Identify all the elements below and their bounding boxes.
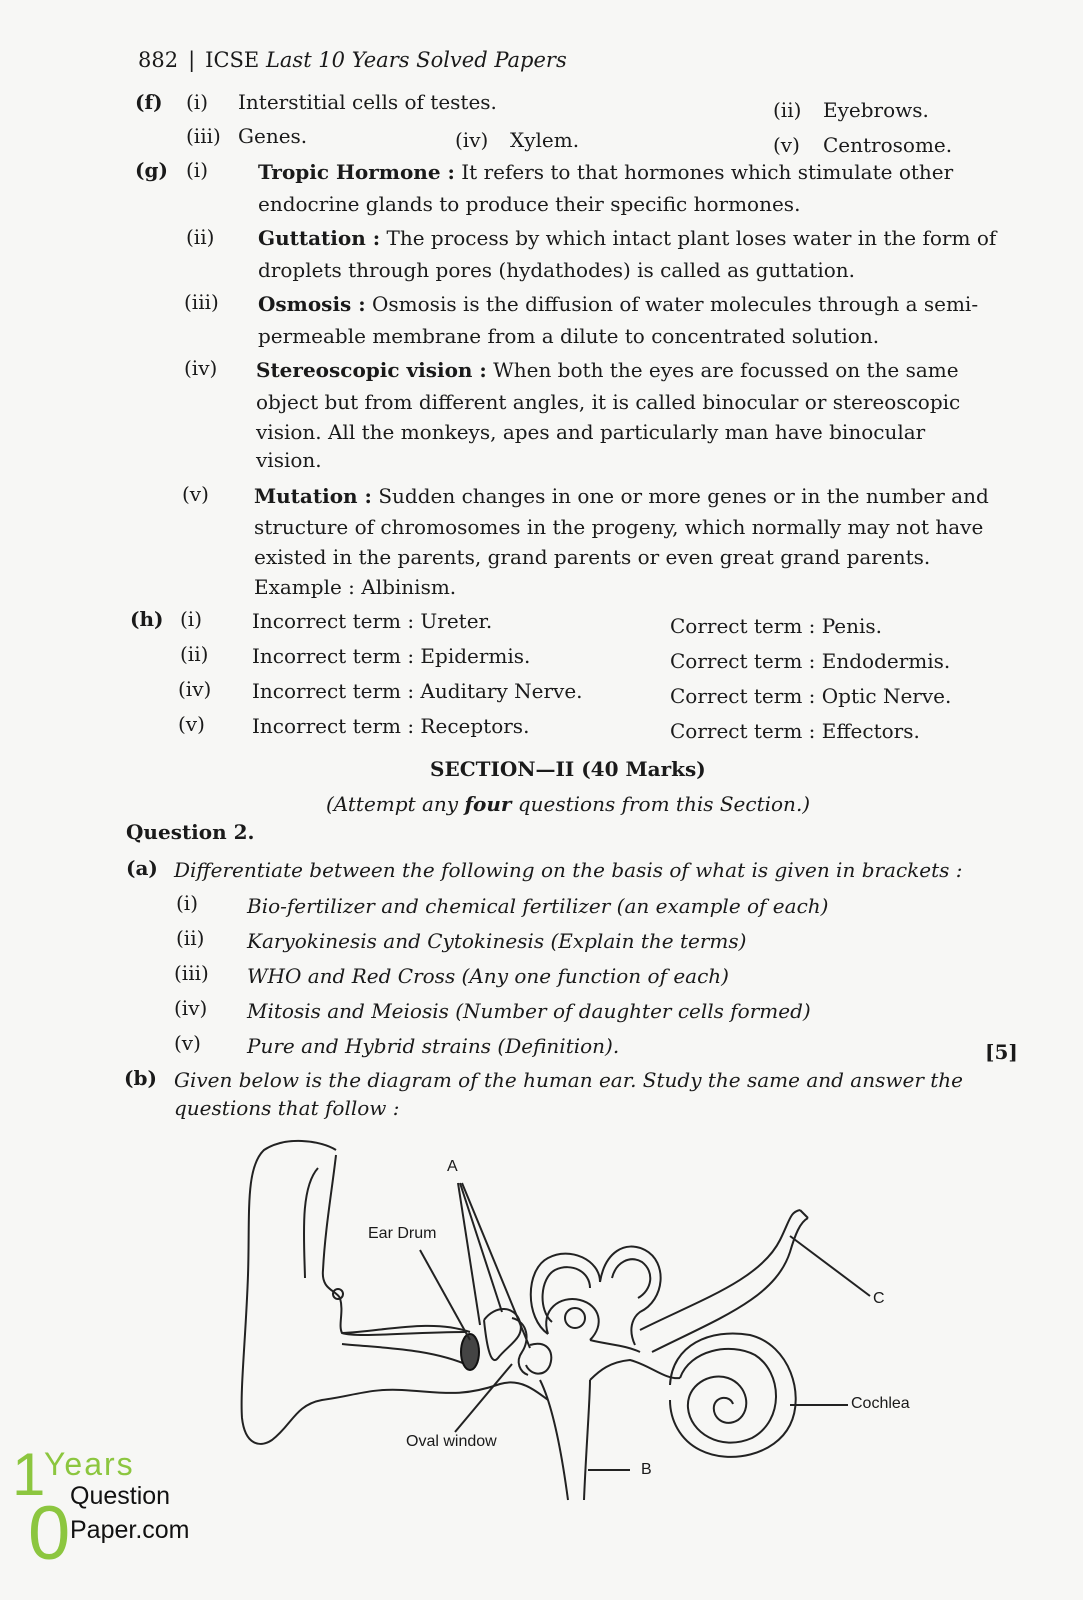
qa-item: WHO and Red Cross (Any one function of each) — [247, 964, 729, 988]
header-separator: | — [188, 48, 196, 72]
pointer-oval-window — [455, 1364, 512, 1432]
g-label: (g) — [135, 158, 168, 182]
qa-label: (a) — [126, 856, 158, 880]
pinna-fold — [304, 1168, 318, 1278]
label-b: B — [641, 1461, 652, 1478]
canal-3-inner — [565, 1308, 585, 1328]
h-correct: Correct term : Penis. — [670, 614, 883, 638]
f-label: (f) — [135, 90, 163, 114]
f-num: (iv) — [455, 128, 489, 152]
label-c: C — [873, 1290, 885, 1307]
h-incorrect: Incorrect term : Receptors. — [252, 714, 530, 738]
label-cochlea: Cochlea — [851, 1395, 910, 1412]
h-num: (v) — [178, 712, 205, 736]
label-a: A — [447, 1158, 458, 1175]
nerve-end — [800, 1210, 808, 1218]
h-num: (ii) — [180, 642, 209, 666]
h-num: (iv) — [178, 677, 212, 701]
canal-3 — [546, 1299, 599, 1340]
label-oval-window: Oval window — [406, 1433, 497, 1450]
canal-2 — [600, 1247, 661, 1345]
cochlea — [680, 1349, 776, 1443]
h-incorrect: Incorrect term : Epidermis. — [252, 644, 531, 668]
g-line: droplets through pores (hydathodes) is called as guttation. — [258, 258, 856, 282]
h-num: (i) — [180, 607, 203, 631]
g-text: It refers to that hormones which stimulate other — [461, 160, 954, 184]
f-num: (iii) — [186, 124, 221, 148]
f-text: Interstitial cells of testes. — [238, 90, 497, 114]
instruction-pre: (Attempt any — [326, 792, 465, 816]
g-text: The process by which intact plant loses water in the form of — [386, 226, 997, 250]
h-label: (h) — [130, 607, 164, 631]
qb-line: Given below is the diagram of the human ear. Study the same and answer the — [174, 1068, 963, 1092]
g-line: existed in the parents, grand parents or even great grand parents. — [254, 545, 931, 569]
header-prefix: ICSE — [205, 48, 260, 72]
h-correct: Correct term : Effectors. — [670, 719, 920, 743]
g-text: Osmosis is the diffusion of water molecules through a semi- — [372, 292, 979, 316]
qa-item: Karyokinesis and Cytokinesis (Explain the terms) — [247, 929, 747, 953]
qa-item: Pure and Hybrid strains (Definition). — [247, 1034, 620, 1058]
h-correct: Correct term : Optic Nerve. — [670, 684, 952, 708]
pointer-c — [790, 1236, 870, 1296]
g-num: (iv) — [184, 356, 218, 380]
qb-line: questions that follow : — [174, 1096, 400, 1120]
canal-2-inner — [612, 1259, 650, 1298]
tube-top — [590, 1360, 680, 1380]
pointer-a2 — [460, 1183, 502, 1312]
g-num: (i) — [186, 158, 209, 182]
malleus — [484, 1309, 521, 1360]
h-correct: Correct term : Endodermis. — [670, 649, 951, 673]
f-text: Genes. — [238, 124, 308, 148]
f-text: Centrosome. — [823, 133, 953, 157]
qa-item: Bio-fertilizer and chemical fertilizer (an example of each) — [247, 894, 829, 918]
g-text: Sudden changes in one or more genes or in the number and — [378, 484, 989, 508]
g-line: vision. — [256, 448, 322, 472]
g-term: Tropic Hormone : — [258, 160, 455, 184]
qa-item: Mitosis and Meiosis (Number of daughter cells formed) — [247, 999, 811, 1023]
watermark-paper: Paper.com — [70, 1516, 190, 1544]
instruction-post: questions from this Section.) — [511, 792, 811, 816]
pointer-a1 — [458, 1183, 480, 1325]
watermark-years: Years — [44, 1446, 135, 1482]
h-incorrect: Incorrect term : Ureter. — [252, 609, 493, 633]
stapes — [526, 1344, 551, 1374]
qa-num: (i) — [176, 891, 199, 915]
f-text: Xylem. — [510, 128, 580, 152]
auditory-nerve-top — [640, 1210, 800, 1330]
qa-num: (v) — [174, 1031, 201, 1055]
page-number: 882 — [138, 48, 179, 72]
qa-num: (iii) — [174, 961, 209, 985]
eustachian-tube-right — [584, 1380, 590, 1500]
marks: [5] — [985, 1040, 1018, 1064]
vestibule — [590, 1340, 640, 1352]
watermark-digit-0: 0 — [28, 1491, 71, 1576]
h-incorrect: Incorrect term : Auditary Nerve. — [252, 679, 583, 703]
f-text: Eyebrows. — [823, 98, 929, 122]
watermark-logo — [10, 1441, 230, 1582]
instruction-bold: four — [464, 792, 512, 816]
pointer-a3 — [462, 1183, 530, 1348]
g-term: Stereoscopic vision : — [256, 358, 487, 382]
f-num: (ii) — [773, 98, 802, 122]
g-text: When both the eyes are focussed on the same — [493, 358, 959, 382]
g-line: Example : Albinism. — [254, 575, 457, 599]
qa-text: Differentiate between the following on the basis of what is given in brackets : — [174, 858, 963, 882]
g-term: Mutation : — [254, 484, 372, 508]
g-num: (ii) — [186, 225, 215, 249]
qa-num: (ii) — [176, 926, 205, 950]
ear-canal-bottom — [342, 1344, 470, 1366]
tragus — [333, 1289, 343, 1299]
f-num: (v) — [773, 133, 800, 157]
qa-num: (iv) — [174, 996, 208, 1020]
g-line: object but from different angles, it is called binocular or stereoscopic — [256, 390, 961, 414]
watermark-digit-1: 1 — [12, 1441, 46, 1508]
label-ear-drum: Ear Drum — [368, 1225, 437, 1242]
section-title: SECTION—II (40 Marks) — [430, 757, 706, 781]
g-line: vision. All the monkeys, apes and particularly man have binocular — [256, 420, 926, 444]
g-num: (iii) — [184, 290, 219, 314]
g-line: structure of chromosomes in the progeny, which normally may not have — [254, 515, 984, 539]
qb-label: (b) — [124, 1066, 157, 1090]
header-title: Last 10 Years Solved Papers — [265, 48, 567, 72]
g-line: endocrine glands to produce their specific hormones. — [258, 192, 801, 216]
f-num: (i) — [186, 90, 209, 114]
g-term: Guttation : — [258, 226, 381, 250]
g-num: (v) — [182, 482, 209, 506]
g-line: permeable membrane from a dilute to concentrated solution. — [258, 324, 880, 348]
watermark-question: Question — [70, 1482, 171, 1510]
g-term: Osmosis : — [258, 292, 366, 316]
question-title: Question 2. — [126, 820, 255, 844]
pinna — [242, 1141, 548, 1444]
pinna-inner — [323, 1155, 466, 1335]
